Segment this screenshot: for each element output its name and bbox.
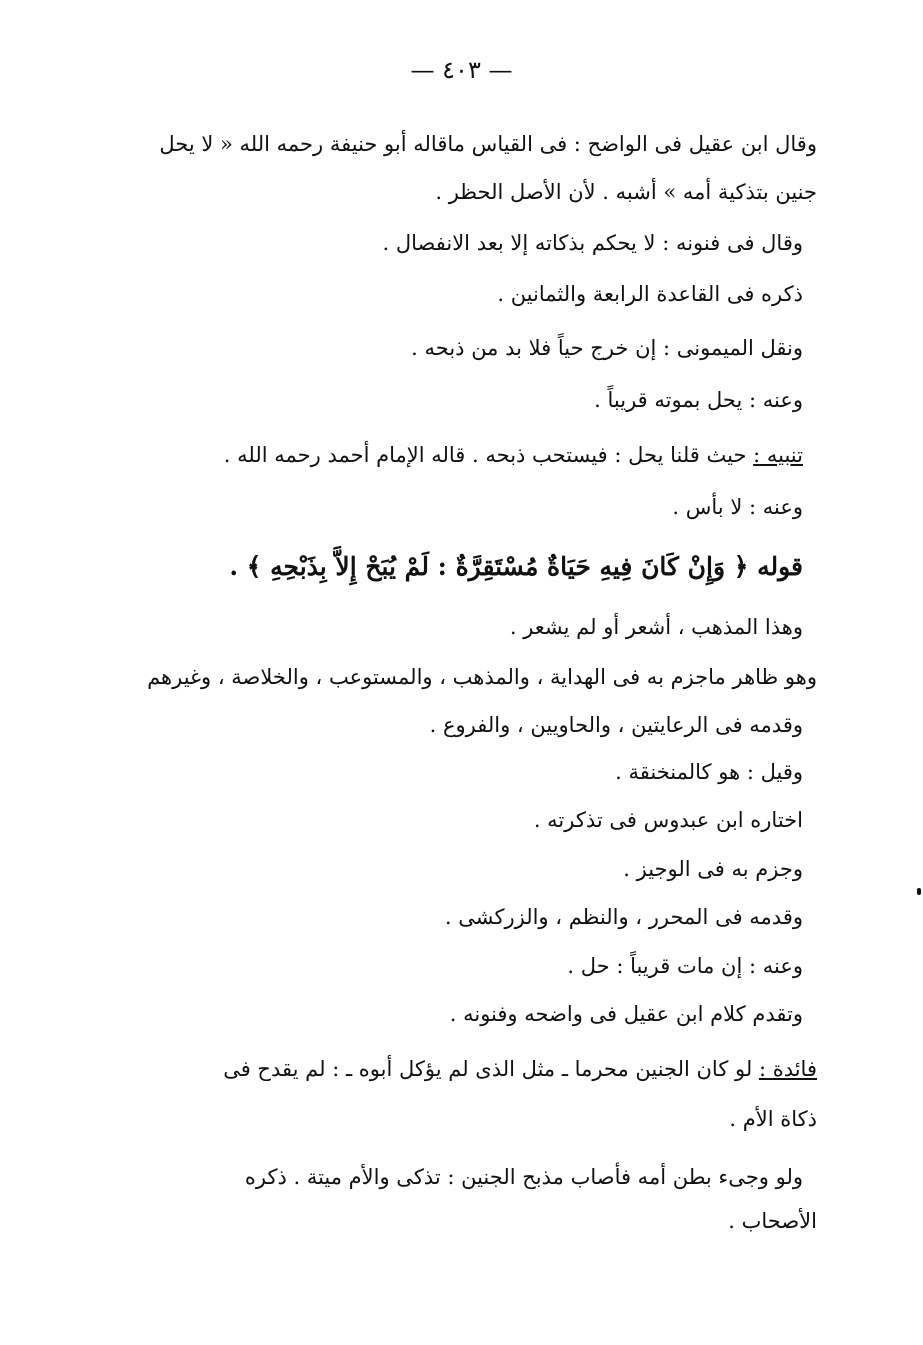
- text-line: وعنه : يحل بموته قريباً .: [594, 388, 803, 412]
- text-line: اختاره ابن عبدوس فى تذكرته .: [533, 808, 803, 832]
- text-line: وتقدم كلام ابن عقيل فى واضحه وفنونه .: [449, 1002, 803, 1026]
- text-line: ذكاة الأم .: [729, 1107, 817, 1131]
- text-line: وقال ابن عقيل فى الواضح : فى القياس ماقاله أبو حنيفة رحمه الله « لا يحل: [159, 132, 817, 156]
- quote-heading: [229, 552, 803, 582]
- text-line: وهو ظاهر ماجزم به فى الهداية ، والمذهب ، والمستوعب ، والخلاصة ، وغيرهم: [147, 665, 817, 689]
- text-line: ونقل الميمونى : إن خرج حياً فلا بد من ذبحه .: [411, 336, 803, 360]
- text-line: ذكره فى القاعدة الرابعة والثمانين .: [497, 282, 803, 306]
- note-line: [224, 440, 803, 470]
- text-line: وعنه : لا بأس .: [672, 495, 803, 519]
- page-number: — ٤٠٣ —: [410, 56, 513, 84]
- text-line: وقدمه فى المحرر ، والنظم ، والزركشى .: [444, 905, 803, 929]
- text-line: وهذا المذهب ، أشعر أو لم يشعر .: [509, 615, 803, 639]
- text-line: ولو وجىء بطن أمه فأصاب مذبح الجنين : تذكى والأم ميتة . ذكره: [244, 1165, 803, 1189]
- text-line: جنين بتذكية أمه » أشبه . لأن الأصل الحظر .: [435, 180, 817, 204]
- benefit-label: فائدة :: [758, 1057, 817, 1081]
- scan-speck: [917, 888, 921, 895]
- quote-text: ﴿ وَإِنْ كَانَ فِيهِ حَيَاةٌ مُسْتَقِرَّةٌ : لَمْ يُبَحْ إِلاَّ بِذَبْحِهِ ﴾ .: [229, 552, 749, 581]
- text-line: وقال فى فنونه : لا يحكم بذكاته إلا بعد الانفصال .: [382, 231, 803, 255]
- text-line: وعنه : إن مات قريباً : حل .: [567, 954, 803, 978]
- quote-label: قوله: [757, 552, 803, 581]
- text-line: وجزم به فى الوجيز .: [623, 857, 803, 881]
- benefit-text: لو كان الجنين محرما ـ مثل الذى لم يؤكل أبوه ـ : لم يقدح فى: [223, 1057, 753, 1081]
- note-text: حيث قلنا يحل : فيستحب ذبحه . قاله الإمام أحمد رحمه الله .: [223, 443, 747, 467]
- benefit-line: [223, 1054, 817, 1084]
- note-label: تنبيه :: [753, 443, 803, 467]
- text-line: الأصحاب .: [728, 1209, 817, 1233]
- text-line: وقدمه فى الرعايتين ، والحاويين ، والفروع .: [429, 713, 803, 737]
- text-line: وقيل : هو كالمنخنقة .: [615, 760, 803, 784]
